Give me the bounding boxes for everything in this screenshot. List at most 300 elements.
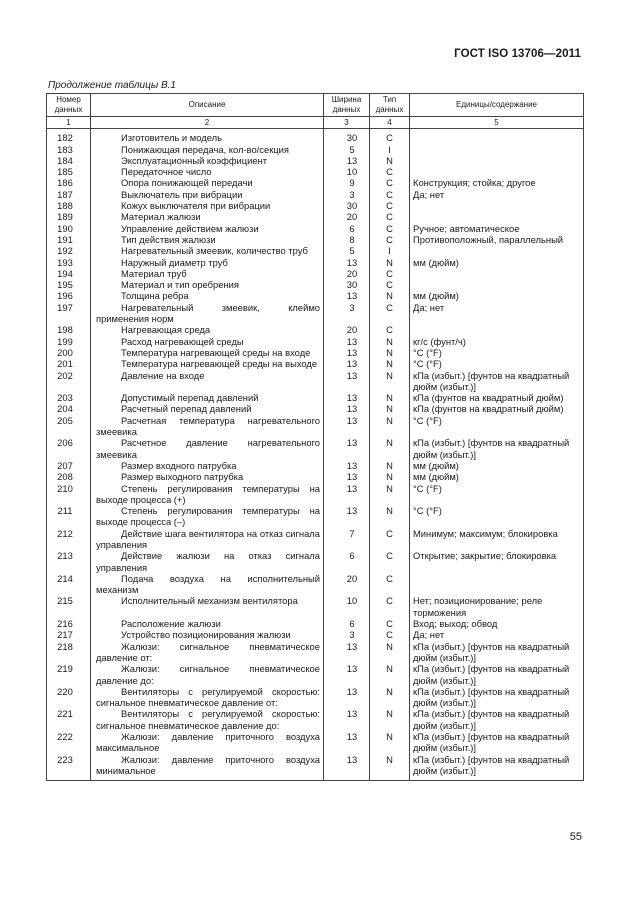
data-number-cell: 213 (47, 550, 91, 573)
description-text: Наружный диаметр труб (121, 256, 228, 268)
data-type-cell: N (370, 290, 410, 301)
data-width-cell: 13 (324, 403, 370, 414)
description-cell (91, 129, 324, 144)
description-cell (91, 245, 324, 256)
description-cell (91, 336, 324, 347)
column-number: 4 (370, 117, 410, 129)
table-row (47, 483, 584, 506)
description-text: Расчетный перепад давлений (121, 403, 252, 415)
data-width-cell: 30 (324, 279, 370, 290)
description-text: Вентиляторы с регулируемой скоростью: сигнальное пневматическое давление до: (96, 708, 320, 731)
table-row (47, 324, 584, 335)
description-text: Действие шага вентилятора на отказ сигнала управления (96, 527, 320, 550)
data-type-cell: N (370, 347, 410, 358)
description-cell (91, 166, 324, 177)
units-cell (410, 166, 584, 177)
description-cell (91, 754, 324, 781)
data-width-cell: 13 (324, 336, 370, 347)
data-number-cell: 223 (47, 754, 91, 781)
description-text: Расчетное давление нагревательного змеевика (96, 437, 320, 460)
table-row (47, 155, 584, 166)
data-width-cell: 5 (324, 144, 370, 155)
data-type-cell: N (370, 641, 410, 664)
data-width-cell: 13 (324, 663, 370, 686)
data-number-cell: 208 (47, 471, 91, 482)
units-cell: Да; нет (410, 189, 584, 200)
description-cell (91, 302, 324, 325)
data-number-cell: 192 (47, 245, 91, 256)
description-text: Тип действия жалюзи (121, 233, 216, 245)
data-type-cell: C (370, 166, 410, 177)
description-text: Материал и тип оребрения (121, 279, 239, 291)
description-text: Толщина ребра (121, 290, 189, 302)
data-width-cell: 13 (324, 392, 370, 403)
description-text: Степень регулирования температуры на выходе процесса (+) (96, 482, 320, 505)
table-row (47, 629, 584, 640)
data-number-cell: 203 (47, 392, 91, 403)
table-row (47, 358, 584, 369)
data-number-cell: 188 (47, 200, 91, 211)
data-number-cell: 199 (47, 336, 91, 347)
description-text: Жалюзи: сигнальное пневматическое давление от: (96, 640, 320, 663)
table-row (47, 731, 584, 754)
header-cell-description: Описание (91, 94, 324, 117)
data-width-cell: 20 (324, 268, 370, 279)
data-number-cell: 215 (47, 595, 91, 618)
data-type-cell: C (370, 189, 410, 200)
description-cell (91, 618, 324, 629)
table-row (47, 177, 584, 188)
data-width-cell: 13 (324, 483, 370, 506)
table-body (47, 129, 584, 781)
description-cell (91, 595, 324, 618)
data-number-cell: 218 (47, 641, 91, 664)
table-row (47, 641, 584, 664)
data-type-cell: C (370, 528, 410, 551)
table-row (47, 302, 584, 325)
data-number-cell: 196 (47, 290, 91, 301)
data-width-cell: 3 (324, 629, 370, 640)
table-row (47, 279, 584, 290)
data-type-cell: N (370, 257, 410, 268)
table-row (47, 144, 584, 155)
description-cell (91, 629, 324, 640)
data-width-cell: 13 (324, 290, 370, 301)
column-number: 5 (410, 117, 584, 129)
units-cell: кПа (фунтов на квадратный дюйм) (410, 392, 584, 403)
units-cell: кПа (избыт.) [фунтов на квадратный дюйм (избыт.)] (410, 437, 584, 460)
document-header: ГОСТ ISO 13706—2011 (454, 48, 581, 60)
units-cell (410, 324, 584, 335)
units-cell (410, 200, 584, 211)
data-type-cell: N (370, 437, 410, 460)
data-width-cell: 10 (324, 595, 370, 618)
units-cell: °C (°F) (410, 483, 584, 506)
description-cell (91, 223, 324, 234)
data-width-cell: 7 (324, 528, 370, 551)
description-text: Материал труб (121, 267, 187, 279)
description-cell (91, 471, 324, 482)
description-text: Расчетная температура нагревательного змеевика (96, 414, 320, 438)
description-cell (91, 550, 324, 573)
data-type-cell: C (370, 279, 410, 290)
units-cell: Открытие; закрытие; блокировка (410, 550, 584, 573)
description-cell (91, 528, 324, 551)
description-text: Управление действием жалюзи (121, 222, 259, 234)
data-number-cell: 189 (47, 211, 91, 222)
data-number-cell: 217 (47, 629, 91, 640)
data-number-cell: 193 (47, 257, 91, 268)
table-row (47, 686, 584, 709)
table-row (47, 573, 584, 596)
data-width-cell: 13 (324, 754, 370, 781)
units-cell: кПа (избыт.) [фунтов на квадратный дюйм (избыт.)] (410, 731, 584, 754)
units-cell: Да; нет (410, 629, 584, 640)
data-number-cell: 206 (47, 437, 91, 460)
column-number-row (47, 117, 584, 129)
description-text: Понижающая передача, кол-во/секция (121, 143, 289, 155)
units-cell: кПа (избыт.) [фунтов на квадратный дюйм (избыт.)] (410, 708, 584, 731)
units-cell: °C (°F) (410, 415, 584, 438)
description-cell (91, 663, 324, 686)
page-number: 55 (569, 831, 582, 843)
header-cell-number: Номер данных (47, 94, 91, 117)
units-cell: кПа (избыт.) [фунтов на квадратный дюйм (избыт.)] (410, 686, 584, 709)
data-type-cell: N (370, 483, 410, 506)
data-number-cell: 216 (47, 618, 91, 629)
description-text: Вентиляторы с регулируемой скоростью: сигнальное пневматическое давление от: (96, 685, 320, 709)
description-text: Размер выходного патрубка (121, 471, 244, 483)
units-cell (410, 245, 584, 256)
description-text: Степень регулирования температуры на выходе процесса (–) (96, 505, 320, 528)
description-cell (91, 437, 324, 460)
data-number-cell: 195 (47, 279, 91, 290)
description-text: Температура нагревающей среды на выходе (121, 358, 318, 370)
data-width-cell: 13 (324, 460, 370, 471)
description-cell (91, 279, 324, 290)
data-number-cell: 210 (47, 483, 91, 506)
data-number-cell: 183 (47, 144, 91, 155)
description-text: Эксплуатационный коэффициент (121, 154, 268, 166)
table-row (47, 505, 584, 528)
table-row (47, 268, 584, 279)
description-cell (91, 731, 324, 754)
description-cell (91, 415, 324, 438)
units-cell (410, 129, 584, 144)
data-type-cell: N (370, 708, 410, 731)
data-width-cell: 20 (324, 573, 370, 596)
description-text: Опора понижающей передачи (121, 177, 253, 189)
data-number-cell: 200 (47, 347, 91, 358)
units-cell: Минимум; максимум; блокировка (410, 528, 584, 551)
description-cell (91, 324, 324, 335)
units-cell (410, 268, 584, 279)
data-width-cell: 13 (324, 471, 370, 482)
table-row (47, 460, 584, 471)
description-cell (91, 392, 324, 403)
data-width-cell: 13 (324, 257, 370, 268)
table-row (47, 129, 584, 144)
data-number-cell: 214 (47, 573, 91, 596)
column-number: 3 (324, 117, 370, 129)
table-row (47, 245, 584, 256)
data-type-cell: C (370, 200, 410, 211)
units-cell (410, 211, 584, 222)
table-row (47, 189, 584, 200)
data-type-cell: C (370, 177, 410, 188)
units-cell (410, 155, 584, 166)
data-type-cell: C (370, 129, 410, 144)
table-caption: Продолжение таблицы В.1 (48, 80, 176, 91)
data-number-cell: 207 (47, 460, 91, 471)
units-cell: °C (°F) (410, 358, 584, 369)
description-cell (91, 200, 324, 211)
data-number-cell: 204 (47, 403, 91, 414)
data-type-cell: C (370, 223, 410, 234)
table-row (47, 595, 584, 618)
data-number-cell: 211 (47, 505, 91, 528)
header-cell-width: Ширина данных (324, 94, 370, 117)
description-cell (91, 347, 324, 358)
description-text: Выключатель при вибрации (121, 188, 243, 200)
data-width-cell: 13 (324, 505, 370, 528)
description-cell (91, 234, 324, 245)
table-row (47, 663, 584, 686)
description-cell (91, 686, 324, 709)
units-cell: мм (дюйм) (410, 290, 584, 301)
data-type-cell: N (370, 392, 410, 403)
description-text: Подача воздуха на исполнительный механизм (96, 572, 320, 596)
table-row (47, 257, 584, 268)
data-type-cell: C (370, 211, 410, 222)
data-type-cell: N (370, 754, 410, 781)
description-text: Нагревающая среда (121, 324, 211, 336)
data-width-cell: 30 (324, 129, 370, 144)
data-type-cell: N (370, 403, 410, 414)
description-text: Нагревательный змеевик, клеймо применения норм (96, 301, 320, 325)
units-cell (410, 279, 584, 290)
data-width-cell: 9 (324, 177, 370, 188)
description-text: Нагревательный змеевик, количество труб (121, 245, 308, 257)
table-row (47, 754, 584, 781)
description-text: Исполнительный механизм вентилятора (121, 595, 298, 607)
description-cell (91, 370, 324, 393)
table-row (47, 392, 584, 403)
units-cell: Вход; выход; обвод (410, 618, 584, 629)
description-text: Размер входного патрубка (121, 459, 237, 471)
description-cell (91, 177, 324, 188)
data-type-cell: N (370, 686, 410, 709)
data-number-cell: 201 (47, 358, 91, 369)
column-number: 1 (47, 117, 91, 129)
data-type-cell: I (370, 144, 410, 155)
data-type-cell: C (370, 595, 410, 618)
units-cell: кПа (избыт.) [фунтов на квадратный дюйм (избыт.)] (410, 663, 584, 686)
units-cell: кПа (фунтов на квадратный дюйм) (410, 403, 584, 414)
data-width-cell: 13 (324, 708, 370, 731)
data-type-cell: C (370, 629, 410, 640)
description-cell (91, 290, 324, 301)
description-text: Изготовитель и модель (121, 132, 222, 144)
table-row (47, 234, 584, 245)
data-width-cell: 6 (324, 223, 370, 234)
description-text: Жалюзи: давление приточного воздуха максимальное (96, 731, 320, 754)
data-number-cell: 197 (47, 302, 91, 325)
header-cell-units: Единицы/содержание (410, 94, 584, 117)
description-text: Давление на входе (121, 369, 205, 381)
data-width-cell: 5 (324, 245, 370, 256)
description-text: Устройство позиционирования жалюзи (121, 629, 291, 641)
data-width-cell: 13 (324, 358, 370, 369)
data-table (46, 93, 584, 781)
description-cell (91, 403, 324, 414)
data-width-cell: 3 (324, 302, 370, 325)
description-cell (91, 573, 324, 596)
units-cell: кПа (избыт.) [фунтов на квадратный дюйм (избыт.)] (410, 754, 584, 781)
data-type-cell: N (370, 731, 410, 754)
data-width-cell: 3 (324, 189, 370, 200)
units-cell: °C (°F) (410, 347, 584, 358)
data-type-cell: I (370, 245, 410, 256)
data-type-cell: N (370, 471, 410, 482)
data-number-cell: 202 (47, 370, 91, 393)
data-type-cell: N (370, 155, 410, 166)
data-type-cell: N (370, 336, 410, 347)
data-type-cell: N (370, 370, 410, 393)
data-type-cell: N (370, 663, 410, 686)
data-width-cell: 13 (324, 686, 370, 709)
data-width-cell: 30 (324, 200, 370, 211)
data-number-cell: 220 (47, 686, 91, 709)
table-row (47, 336, 584, 347)
data-number-cell: 198 (47, 324, 91, 335)
description-cell (91, 483, 324, 506)
description-text: Допустимый перепад давлений (121, 392, 259, 404)
data-type-cell: N (370, 415, 410, 438)
data-width-cell: 20 (324, 324, 370, 335)
data-number-cell: 212 (47, 528, 91, 551)
table-row (47, 347, 584, 358)
table-row (47, 370, 584, 393)
data-number-cell: 222 (47, 731, 91, 754)
description-cell (91, 144, 324, 155)
header-cell-type: Тип данных (370, 94, 410, 117)
table-row (47, 708, 584, 731)
table-header-row (47, 94, 584, 117)
data-number-cell: 187 (47, 189, 91, 200)
table-row (47, 211, 584, 222)
data-number-cell: 182 (47, 129, 91, 144)
data-number-cell: 219 (47, 663, 91, 686)
data-type-cell: N (370, 505, 410, 528)
data-number-cell: 186 (47, 177, 91, 188)
units-cell: °C (°F) (410, 505, 584, 528)
description-cell (91, 155, 324, 166)
units-cell: Нет; позиционирование; реле торможения (410, 595, 584, 618)
data-type-cell: C (370, 302, 410, 325)
table-row (47, 550, 584, 573)
data-type-cell: N (370, 358, 410, 369)
data-type-cell: C (370, 234, 410, 245)
data-number-cell: 221 (47, 708, 91, 731)
units-cell: мм (дюйм) (410, 460, 584, 471)
description-text: Материал жалюзи (121, 211, 201, 223)
description-cell (91, 460, 324, 471)
data-number-cell: 184 (47, 155, 91, 166)
data-width-cell: 13 (324, 415, 370, 438)
units-cell: Противоположный, параллельный (410, 234, 584, 245)
table-row (47, 528, 584, 551)
units-cell: Да; нет (410, 302, 584, 325)
units-cell (410, 144, 584, 155)
table-row (47, 403, 584, 414)
data-width-cell: 13 (324, 641, 370, 664)
description-cell (91, 505, 324, 528)
data-width-cell: 20 (324, 211, 370, 222)
table-row (47, 618, 584, 629)
description-cell (91, 189, 324, 200)
data-width-cell: 13 (324, 347, 370, 358)
units-cell: кПа (избыт.) [фунтов на квадратный дюйм (избыт.)] (410, 370, 584, 393)
data-number-cell: 185 (47, 166, 91, 177)
data-width-cell: 13 (324, 437, 370, 460)
data-width-cell: 10 (324, 166, 370, 177)
table-row (47, 415, 584, 438)
data-type-cell: C (370, 268, 410, 279)
table-row (47, 437, 584, 460)
data-number-cell: 190 (47, 223, 91, 234)
data-number-cell: 205 (47, 415, 91, 438)
data-type-cell: C (370, 573, 410, 596)
units-cell: Ручное; автоматическое (410, 223, 584, 234)
description-cell (91, 257, 324, 268)
units-cell (410, 573, 584, 596)
description-cell (91, 211, 324, 222)
table-row (47, 471, 584, 482)
data-width-cell: 8 (324, 234, 370, 245)
data-type-cell: C (370, 550, 410, 573)
description-cell (91, 708, 324, 731)
data-number-cell: 194 (47, 268, 91, 279)
data-type-cell: C (370, 618, 410, 629)
description-text: Расположение жалюзи (121, 618, 221, 630)
description-text: Передаточное число (121, 166, 212, 178)
units-cell: мм (дюйм) (410, 471, 584, 482)
data-width-cell: 13 (324, 370, 370, 393)
units-cell: кПа (избыт.) [фунтов на квадратный дюйм (избыт.)] (410, 641, 584, 664)
data-width-cell: 13 (324, 155, 370, 166)
data-number-cell: 191 (47, 234, 91, 245)
description-text: Жалюзи: сигнальное пневматическое давление до: (96, 663, 320, 686)
description-cell (91, 268, 324, 279)
data-width-cell: 6 (324, 618, 370, 629)
description-text: Кожух выключателя при вибрации (121, 200, 271, 212)
data-width-cell: 6 (324, 550, 370, 573)
data-type-cell: N (370, 460, 410, 471)
table-row (47, 166, 584, 177)
table-row (47, 290, 584, 301)
description-text: Температура нагревающей среды на входе (121, 346, 311, 358)
data-width-cell: 13 (324, 731, 370, 754)
description-text: Жалюзи: давление приточного воздуха минимальное (96, 753, 320, 776)
units-cell: кг/с (фунт/ч) (410, 336, 584, 347)
table-row (47, 223, 584, 234)
table-row (47, 200, 584, 211)
description-cell (91, 358, 324, 369)
units-cell: Конструкция; стойка; другое (410, 177, 584, 188)
column-number: 2 (91, 117, 324, 129)
description-cell (91, 641, 324, 664)
